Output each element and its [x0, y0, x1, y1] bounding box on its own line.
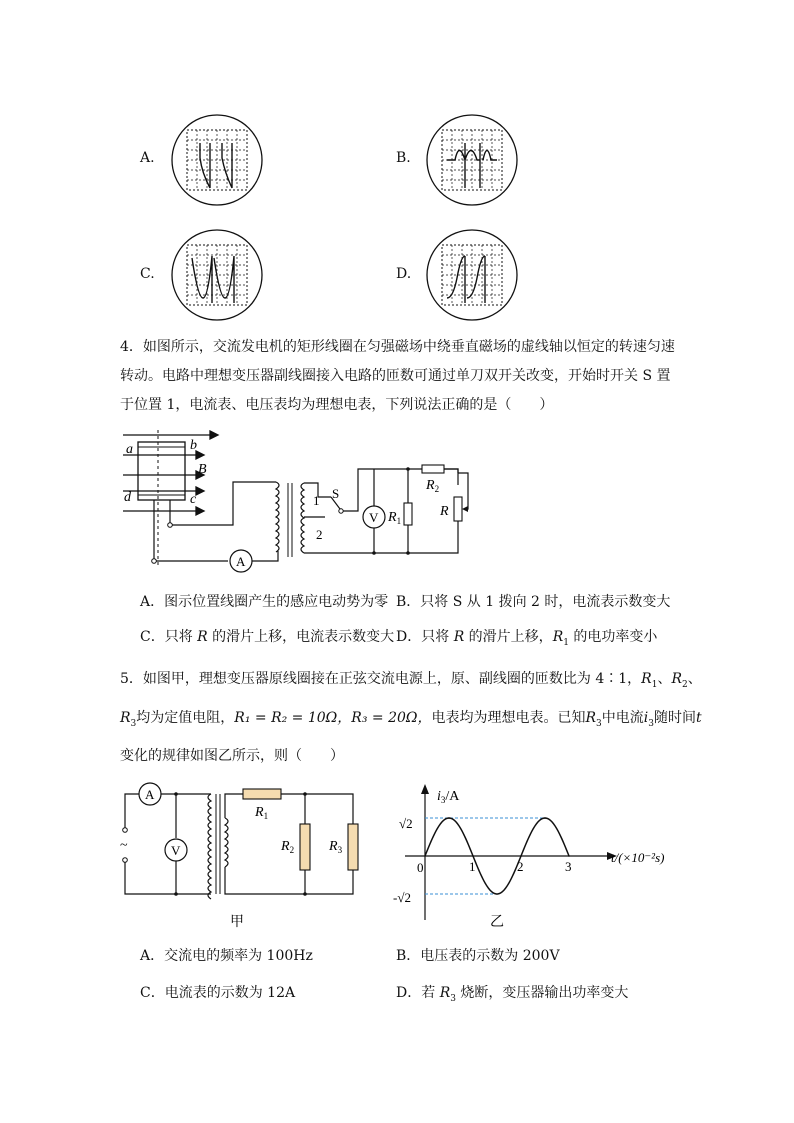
- q3-option-a-label[interactable]: A.: [140, 150, 155, 166]
- i3-data-point: [568, 855, 570, 857]
- svg-text:R3: $R_3$: [329, 839, 343, 855]
- y-axis-label-sub: 3: [440, 795, 446, 805]
- primary-coil: [276, 482, 279, 552]
- svg-text:R2: [425, 478, 439, 494]
- q5-option-a[interactable]: A．交流电的频率为 100Hz: [140, 948, 313, 964]
- q5-resistor-r1: [243, 789, 281, 799]
- q5-resistor-r3: [348, 824, 358, 870]
- q4-stem-line3: 于位置 1，电流表、电压表均为理想电表，下列说法正确的是（ ）: [120, 397, 554, 413]
- x-tick-label: 2: [517, 859, 524, 874]
- i3-data-point: [544, 817, 546, 819]
- x-axis-label: t/(×10⁻²s): [611, 850, 665, 865]
- i3-data-point: [472, 855, 474, 857]
- r1-sub: 1: [396, 516, 402, 526]
- r-label: R: [440, 504, 449, 519]
- r1-label: R: [388, 510, 397, 525]
- fig-yi-caption: 乙: [490, 915, 504, 930]
- q5-option-c[interactable]: C．电流表的示数为 12A: [140, 985, 296, 1001]
- q3-option-b-label[interactable]: B.: [396, 150, 411, 166]
- x-tick-label: 3: [565, 859, 572, 874]
- field-label-B: B: [198, 462, 207, 477]
- q5-resistor-r2: [300, 824, 310, 870]
- fig-jia-caption: 甲: [230, 915, 244, 930]
- q3-scope-b: [425, 113, 520, 208]
- coil-label-d: d: [124, 490, 131, 505]
- q5-stem-line1: 5．如图甲，理想变压器原线圈接在正弦交流电源上，原、副线圈的匝数比为 4∶1，$R_1$、$R_2$、: [120, 671, 702, 690]
- q5-primary-coil: [208, 794, 211, 899]
- r2-sub: 2: [434, 484, 440, 494]
- svg-text:R1: [387, 510, 401, 526]
- resistor-r1: [404, 503, 412, 525]
- q5-option-d[interactable]: D．若 $R_3$ 烧断，变压器输出功率变大: [396, 985, 629, 1004]
- resistor-r2: [422, 465, 444, 473]
- q4-option-b[interactable]: B．只将 S 从 1 拨向 2 时，电流表示数变大: [396, 594, 671, 610]
- svg-text:i3/A: [437, 789, 460, 805]
- r2-label: R: [426, 478, 435, 493]
- q5-figure-yi-chart: [375, 780, 685, 940]
- y-tick-neg: -√2: [393, 890, 411, 905]
- coil-label-b: b: [190, 438, 197, 453]
- switch-label: S: [332, 486, 340, 501]
- q5-voltmeter-label: V: [171, 843, 181, 858]
- y-axis-label-i: i: [437, 789, 441, 804]
- q4-stem-line1: 4．如图所示，交流发电机的矩形线圈在匀强磁场中绕垂直磁场的虚线轴以恒定的转速匀速: [120, 339, 675, 355]
- i3-data-point: [448, 817, 450, 819]
- q5-stem-line2: $R_3$均为定值电阻，R₁ = R₂ = 10Ω，R₃ = 20Ω，电表均为理想电表。已知$R_3$中电流$i_3$随时间t: [120, 710, 702, 729]
- y-tick-pos: √2: [399, 816, 413, 831]
- q4-stem-line2: 转动。电路中理想变压器副线圈接入电路的匝数可通过单刀双开关改变，开始时开关 S 置: [120, 368, 671, 384]
- q4-option-a[interactable]: A．图示位置线圈产生的感应电动势为零: [140, 594, 389, 610]
- i3-data-point: [424, 855, 426, 857]
- voltmeter-label: V: [369, 510, 379, 525]
- svg-text:R2: $R_2$: [281, 839, 295, 855]
- q3-option-d-label[interactable]: D.: [396, 266, 412, 282]
- svg-text:R1: $R_1$: [255, 805, 269, 821]
- i3-data-point: [496, 893, 498, 895]
- q5-secondary-coil: [225, 818, 228, 867]
- q5-figure-jia: [115, 780, 365, 940]
- q3-scope-c: [170, 228, 265, 323]
- q3-option-c-label[interactable]: C.: [140, 266, 155, 282]
- switch-pos1: 1: [313, 493, 320, 508]
- y-axis-label-unit: /A: [445, 789, 460, 804]
- coil-label-a: a: [126, 442, 133, 457]
- ac-source-symbol: ~: [120, 838, 128, 853]
- secondary-coil: [301, 483, 304, 553]
- rheostat-r: [454, 497, 462, 521]
- q5-ammeter-label: A: [145, 787, 155, 802]
- q3-scope-d: [425, 228, 520, 323]
- i3-data-point: [520, 855, 522, 857]
- coil-label-c: c: [190, 492, 197, 507]
- q5-stem-line3: 变化的规律如图乙所示，则（ ）: [120, 748, 344, 764]
- q4-option-d[interactable]: D．只将 R 的滑片上移，$R_1$ 的电功率变小: [396, 629, 658, 648]
- q3-scope-a: [170, 113, 265, 208]
- x-tick-label: 1: [469, 859, 476, 874]
- switch-pos2: 2: [316, 527, 323, 542]
- q5-option-b[interactable]: B．电压表的示数为 200V: [396, 948, 560, 964]
- ammeter-label: A: [236, 554, 246, 569]
- q4-option-c[interactable]: C．只将 R 的滑片上移，电流表示数变大: [140, 629, 395, 645]
- origin-label: 0: [417, 860, 424, 875]
- q4-circuit-figure: [118, 425, 488, 575]
